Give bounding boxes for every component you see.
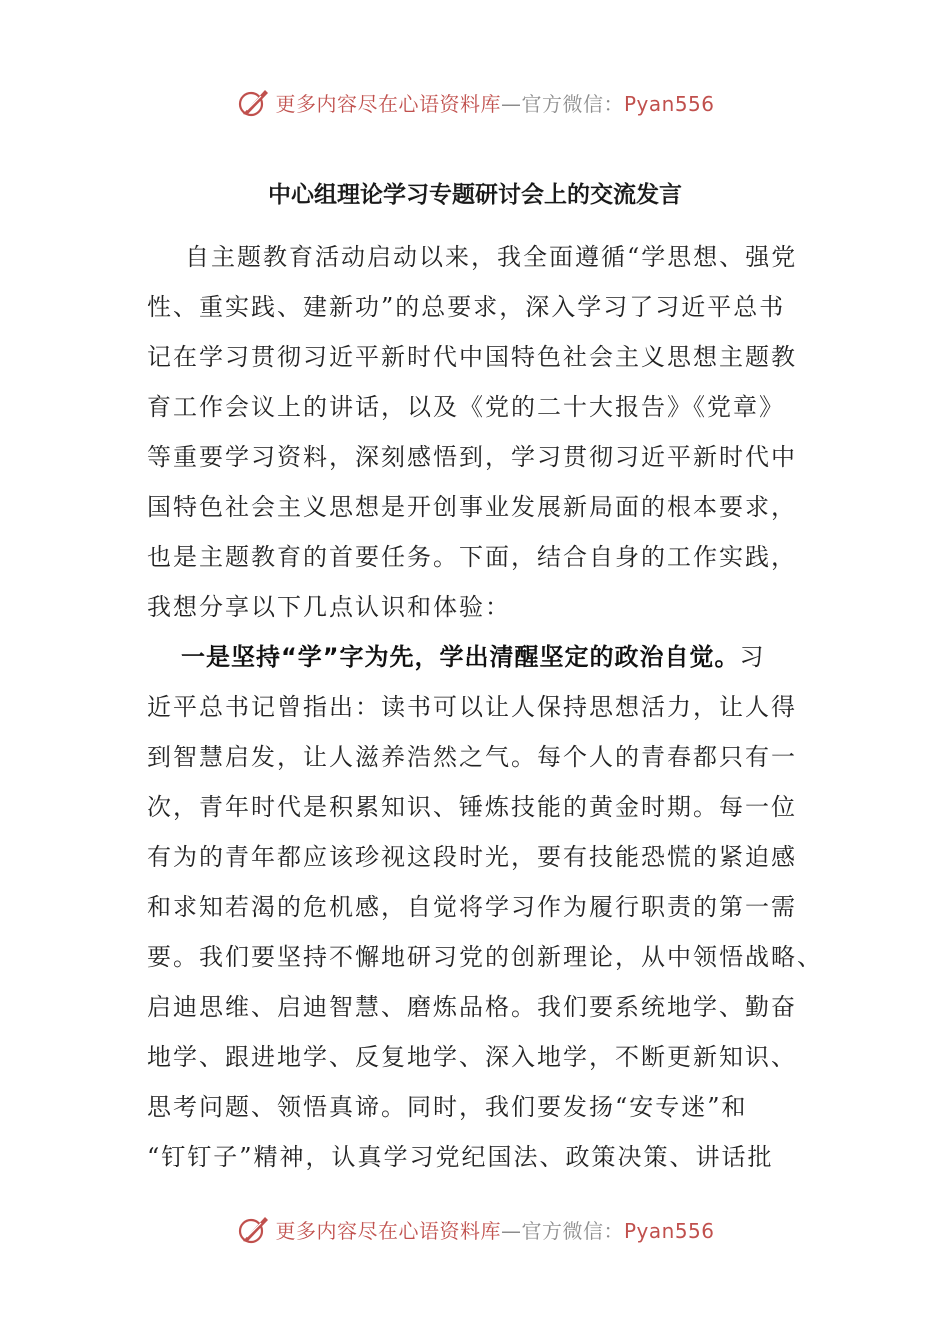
- document-title: 中心组理论学习专题研讨会上的交流发言: [268, 182, 682, 208]
- paragraph-line: 等重要学习资料，深刻感悟到，学习贯彻习近平新时代中: [147, 443, 797, 471]
- paragraph-line: 有为的青年都应该珍视这段时光，要有技能恐慌的紧迫感: [147, 843, 797, 871]
- point-one-lead: 习: [739, 643, 766, 671]
- paragraph-line: 育工作会议上的讲话，以及《党的二十大报告》《党章》: [147, 393, 785, 421]
- point-one-heading: 一是坚持“学”字为先，学出清醒坚定的政治自觉。: [181, 643, 740, 671]
- paragraph-line: 也是主题教育的首要任务。下面，结合自身的工作实践，: [147, 543, 797, 571]
- quill-pen-logo-icon: [235, 1211, 271, 1247]
- document-body: [147, 232, 823, 1182]
- point-one-heading-line: [147, 632, 807, 682]
- paragraph-line: 地学、跟进地学、反复地学、深入地学，不断更新知识、: [147, 1043, 797, 1071]
- paragraph-line: 要。我们要坚持不懈地研习党的创新理论，从中领悟战略、: [147, 943, 823, 971]
- paragraph-line: 我想分享以下几点认识和体验：: [147, 593, 511, 621]
- paragraph-line: 国特色社会主义思想是开创事业发展新局面的根本要求，: [147, 493, 797, 521]
- paragraph-line: 次，青年时代是积累知识、锤炼技能的黄金时期。每一位: [147, 793, 797, 821]
- footer-watermark: [0, 1209, 950, 1249]
- paragraph-line: 启迪思维、启迪智慧、磨炼品格。我们要系统地学、勤奋: [147, 993, 797, 1021]
- watermark-text: 更多内容尽在心语资料库—官方微信：Pyan556: [275, 91, 715, 116]
- header-watermark: [0, 82, 950, 122]
- quill-pen-logo-icon: [235, 84, 271, 120]
- paragraph-line: 自主题教育活动启动以来，我全面遵循“学思想、强党: [185, 243, 798, 271]
- watermark-text: 更多内容尽在心语资料库—官方微信：Pyan556: [275, 1218, 715, 1243]
- paragraph-line: 和求知若渴的危机感，自觉将学习作为履行职责的第一需: [147, 893, 797, 921]
- paragraph-line: “钉钉子”精神，认真学习党纪国法、政策决策、讲话批: [147, 1143, 774, 1171]
- paragraph-line: 记在学习贯彻习近平新时代中国特色社会主义思想主题教: [147, 343, 797, 371]
- paragraph-line: 近平总书记曾指出：读书可以让人保持思想活力，让人得: [147, 693, 797, 721]
- paragraph-line: 性、重实践、建新功”的总要求，深入学习了习近平总书: [147, 293, 786, 321]
- paragraph-line: 到智慧启发，让人滋养浩然之气。每个人的青春都只有一: [147, 743, 797, 771]
- paragraph-line: 思考问题、领悟真谛。同时，我们要发扬“安专迷”和: [147, 1093, 748, 1121]
